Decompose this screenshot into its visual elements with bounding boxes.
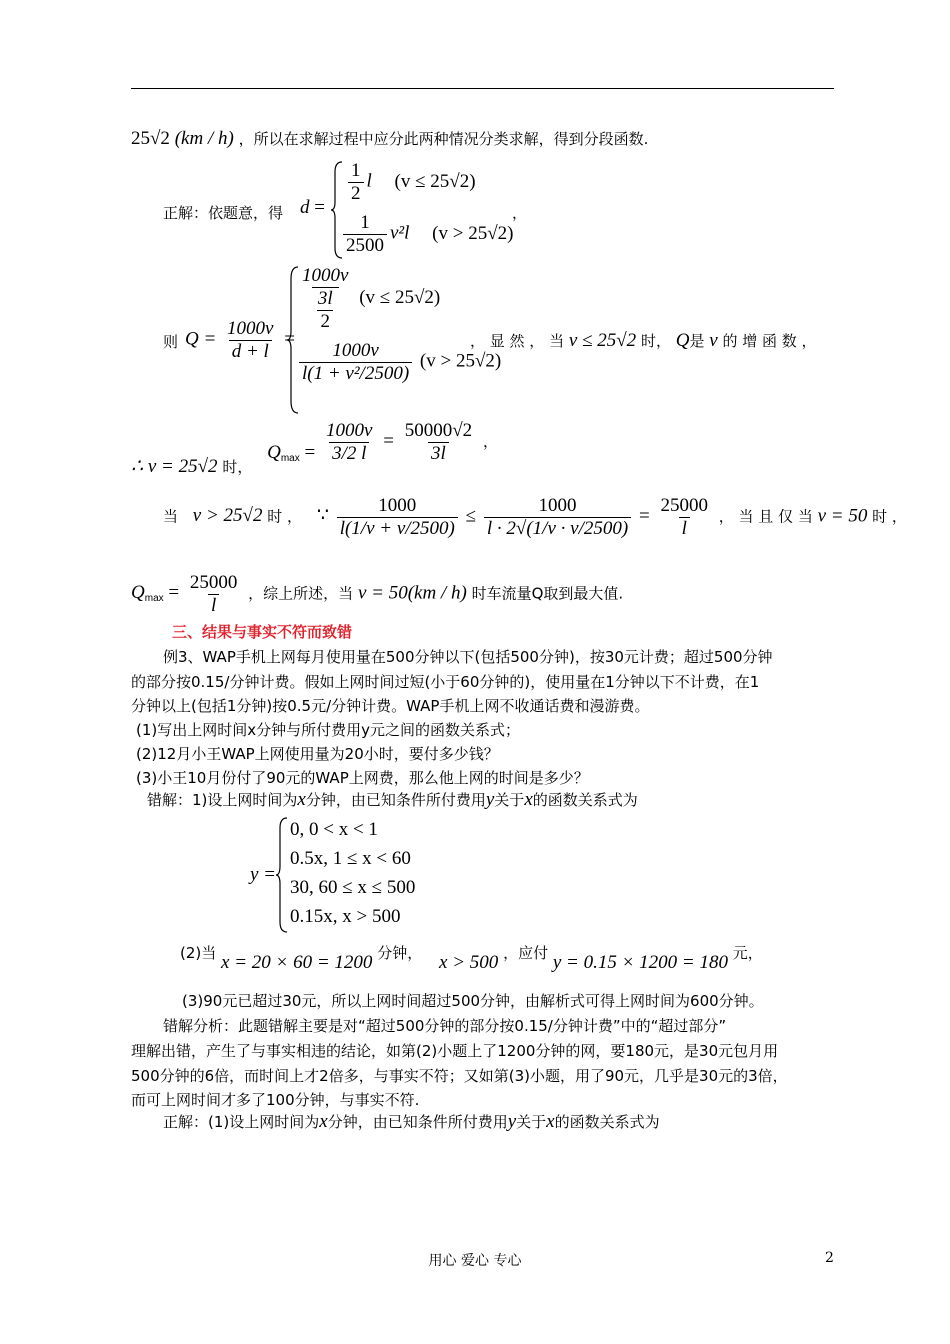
wrong-lhs: y = — [250, 864, 277, 885]
wrong-case-1: 0.5x, 1 ≤ x < 60 — [290, 848, 411, 869]
q-frac-num: 1000v — [227, 318, 274, 339]
q-c2-cond: (v > 25√2) — [419, 350, 502, 372]
wrong-brace — [275, 816, 289, 934]
page-number: 2 — [825, 1250, 834, 1266]
q-c1-cond: (v ≤ 25√2) — [359, 287, 441, 309]
d-case1-num: 1 — [351, 160, 361, 181]
when2-eq: = — [638, 505, 650, 527]
q-text3: 是 — [689, 332, 705, 350]
qmax1-frac2: $\frac{50000√2}{3l}$ — [404, 420, 473, 464]
when2-text1: 当 — [163, 507, 179, 526]
when2-frac2: $\frac{1000}{l \cdot 2√(1/v \cdot v/2500)}$ — [484, 495, 631, 540]
analysis-line3: 500分钟的6倍，而时间上才2倍多，与事实不符；又如第(3)小题，用了90元，几乎是30元的3倍， — [131, 1067, 788, 1085]
intro-unit: (km / h) — [174, 128, 234, 149]
q-lhs: Q = — [185, 328, 217, 350]
q-cond: v ≤ 25√2 — [568, 330, 637, 351]
example3-line3: 分钟以上(包括1分钟)按0.5元/分钟计费。WAP手机上网不收通话费和漫游费。 — [131, 697, 650, 715]
example3-q2: (2)12月小王WAP上网使用量为20小时，要付多少钱？ — [136, 745, 499, 763]
q-prefix: 则 — [163, 333, 179, 351]
qmax2-text1: ，综上所述，当 — [248, 584, 354, 603]
footer-text: 用心 爱心 专心 — [428, 1253, 522, 1269]
q-frac-den: d + l — [229, 340, 272, 363]
qmax2-cond: v = 50(km / h) — [357, 582, 467, 604]
example3-line2: 的部分按0.15/分钟计费。假如上网时间过短(小于60分钟的)，使用量在1分钟以下不计费，在1 — [131, 673, 760, 691]
qmax2-line — [131, 572, 623, 617]
wrong-case-3: 0.15x, x > 500 — [290, 906, 401, 927]
when2-text3: ， 当 且 仅 当 — [718, 507, 813, 526]
wrong-p3: (3)90元已超过30元，所以上网时间超过500分钟，由解析式可得上网时间为600分钟。 — [182, 992, 764, 1010]
example3-line1: 例3、WAP手机上网每月使用量在500分钟以下(包括500分钟)，按30元计费；超过500分钟 — [163, 648, 773, 666]
q-c1-den-num: 3l — [317, 287, 333, 309]
qmax1-line: ∴ v = 25√2 时， $Q_{max}$ = $\frac{1000v}{3/2 l}$ = $\frac{50000√2}{3l}$ ， — [131, 420, 498, 478]
wrong-line1: 错解：1)设上网时间为x分钟，由已知条件所付费用y关于x的函数关系式为 — [147, 789, 638, 810]
q-c2-den: l(1 + v²/2500) — [299, 362, 412, 385]
qmax2-Q: $Q_{max}$ = — [131, 582, 180, 605]
when2-cond2: v = 50 — [817, 505, 868, 527]
qmax1-therefore: ∴ v = 25√2 — [131, 456, 218, 478]
q-Qvar: Q — [675, 330, 690, 351]
wrong-y: y — [485, 789, 495, 810]
qmax1-frac1: $\frac{1000v}{3/2 l}$ — [326, 420, 373, 464]
q-tail — [470, 330, 817, 352]
qmax2-text2: 时车流量Q取到最大值. — [471, 584, 624, 603]
d-case1-tail: l — [366, 170, 372, 192]
when2-frac1: $\frac{1000}{l(1/v + v/2500)}$ — [337, 495, 458, 540]
q-c2-num: 1000v — [332, 340, 379, 361]
d-lhs: d = — [300, 197, 325, 218]
q-vvar: v — [709, 330, 718, 351]
d-case1-den: 2 — [348, 182, 364, 205]
q-text2: 时， — [640, 332, 671, 350]
qmax1-suffix: ， — [482, 432, 498, 451]
section3-heading: 三、结果与事实不符而致错 — [172, 623, 353, 641]
analysis-line2: 理解出错，产生了与事实相违的结论，如第(2)小题上了1200分钟的网，要180元，是30元包月用 — [131, 1042, 779, 1060]
qmax1-Q: $Q_{max}$ = — [267, 442, 316, 465]
wrong-case-0: 0, 0 < x < 1 — [290, 819, 378, 840]
d-case2-tail: v²l — [390, 222, 410, 244]
correct1-suffix: ， — [512, 204, 528, 222]
when2-line — [163, 495, 907, 540]
qmax1-text1: 时， — [222, 458, 253, 477]
d-case2-num: 1 — [360, 212, 370, 233]
example3-q3: (3)小王10月份付了90元的WAP上网费，那么他上网的时间是多少？ — [136, 769, 589, 787]
q-c1-num: 1000v — [302, 265, 349, 286]
header-rule — [131, 88, 834, 89]
d-var: d — [300, 197, 310, 218]
wrong-p2: (2)当 x = 20 × 60 = 1200 分钟， x > 500 ，应付 y = 0.15 × 1200 = 180 元， — [180, 944, 763, 973]
d-case1 — [345, 160, 476, 205]
intro-expr: 25√2 — [131, 128, 170, 149]
when2-frac3: $\frac{25000}{l}$ — [660, 495, 708, 539]
q-c1-den-den: 2 — [317, 310, 333, 333]
q-text4: 的 增 函 数 ， — [722, 332, 817, 350]
wrong-x: x — [297, 789, 306, 810]
intro-line — [131, 128, 648, 150]
qmax2-frac: $\frac{25000}{l}$ — [189, 572, 238, 616]
when2-cond: v > 25√2 — [192, 505, 263, 527]
d-case2-cond: (v > 25√2) — [432, 222, 514, 244]
analysis-line1: 错解分析：此题错解主要是对“超过500分钟的部分按0.15/分钟计费”中的“超过部分” — [163, 1017, 727, 1035]
correct1-prefix: 正解：依题意，得 — [163, 204, 284, 222]
q-text1: ， 显 然 ， 当 — [470, 332, 565, 350]
wrong-case-2: 30, 60 ≤ x ≤ 500 — [290, 877, 416, 898]
when2-le: ≤ — [465, 505, 477, 527]
when2-text4: 时 ， — [872, 507, 907, 526]
correct2-line: 正解：(1)设上网时间为x分钟，由已知条件所付费用y关于x的函数关系式为 — [163, 1111, 660, 1132]
q-case1 — [296, 265, 440, 333]
d-case2-den: 2500 — [343, 234, 387, 257]
when2-text2: 时 ， — [267, 507, 303, 526]
d-case2 — [340, 212, 513, 257]
d-case1-cond: (v ≤ 25√2) — [394, 170, 476, 192]
q-lhs-group: Q = $\frac{1000v}{d + l}$ = — [185, 318, 295, 362]
analysis-line4: 而可上网时间才多了100分钟，与事实不符. — [131, 1091, 420, 1109]
when2-because: ∵ — [316, 505, 329, 527]
example3-q1: (1)写出上网时间x分钟与所付费用y元之间的函数关系式； — [136, 721, 521, 739]
intro-text: ，所以在求解过程中应分此两种情况分类求解，得到分段函数. — [238, 130, 649, 148]
